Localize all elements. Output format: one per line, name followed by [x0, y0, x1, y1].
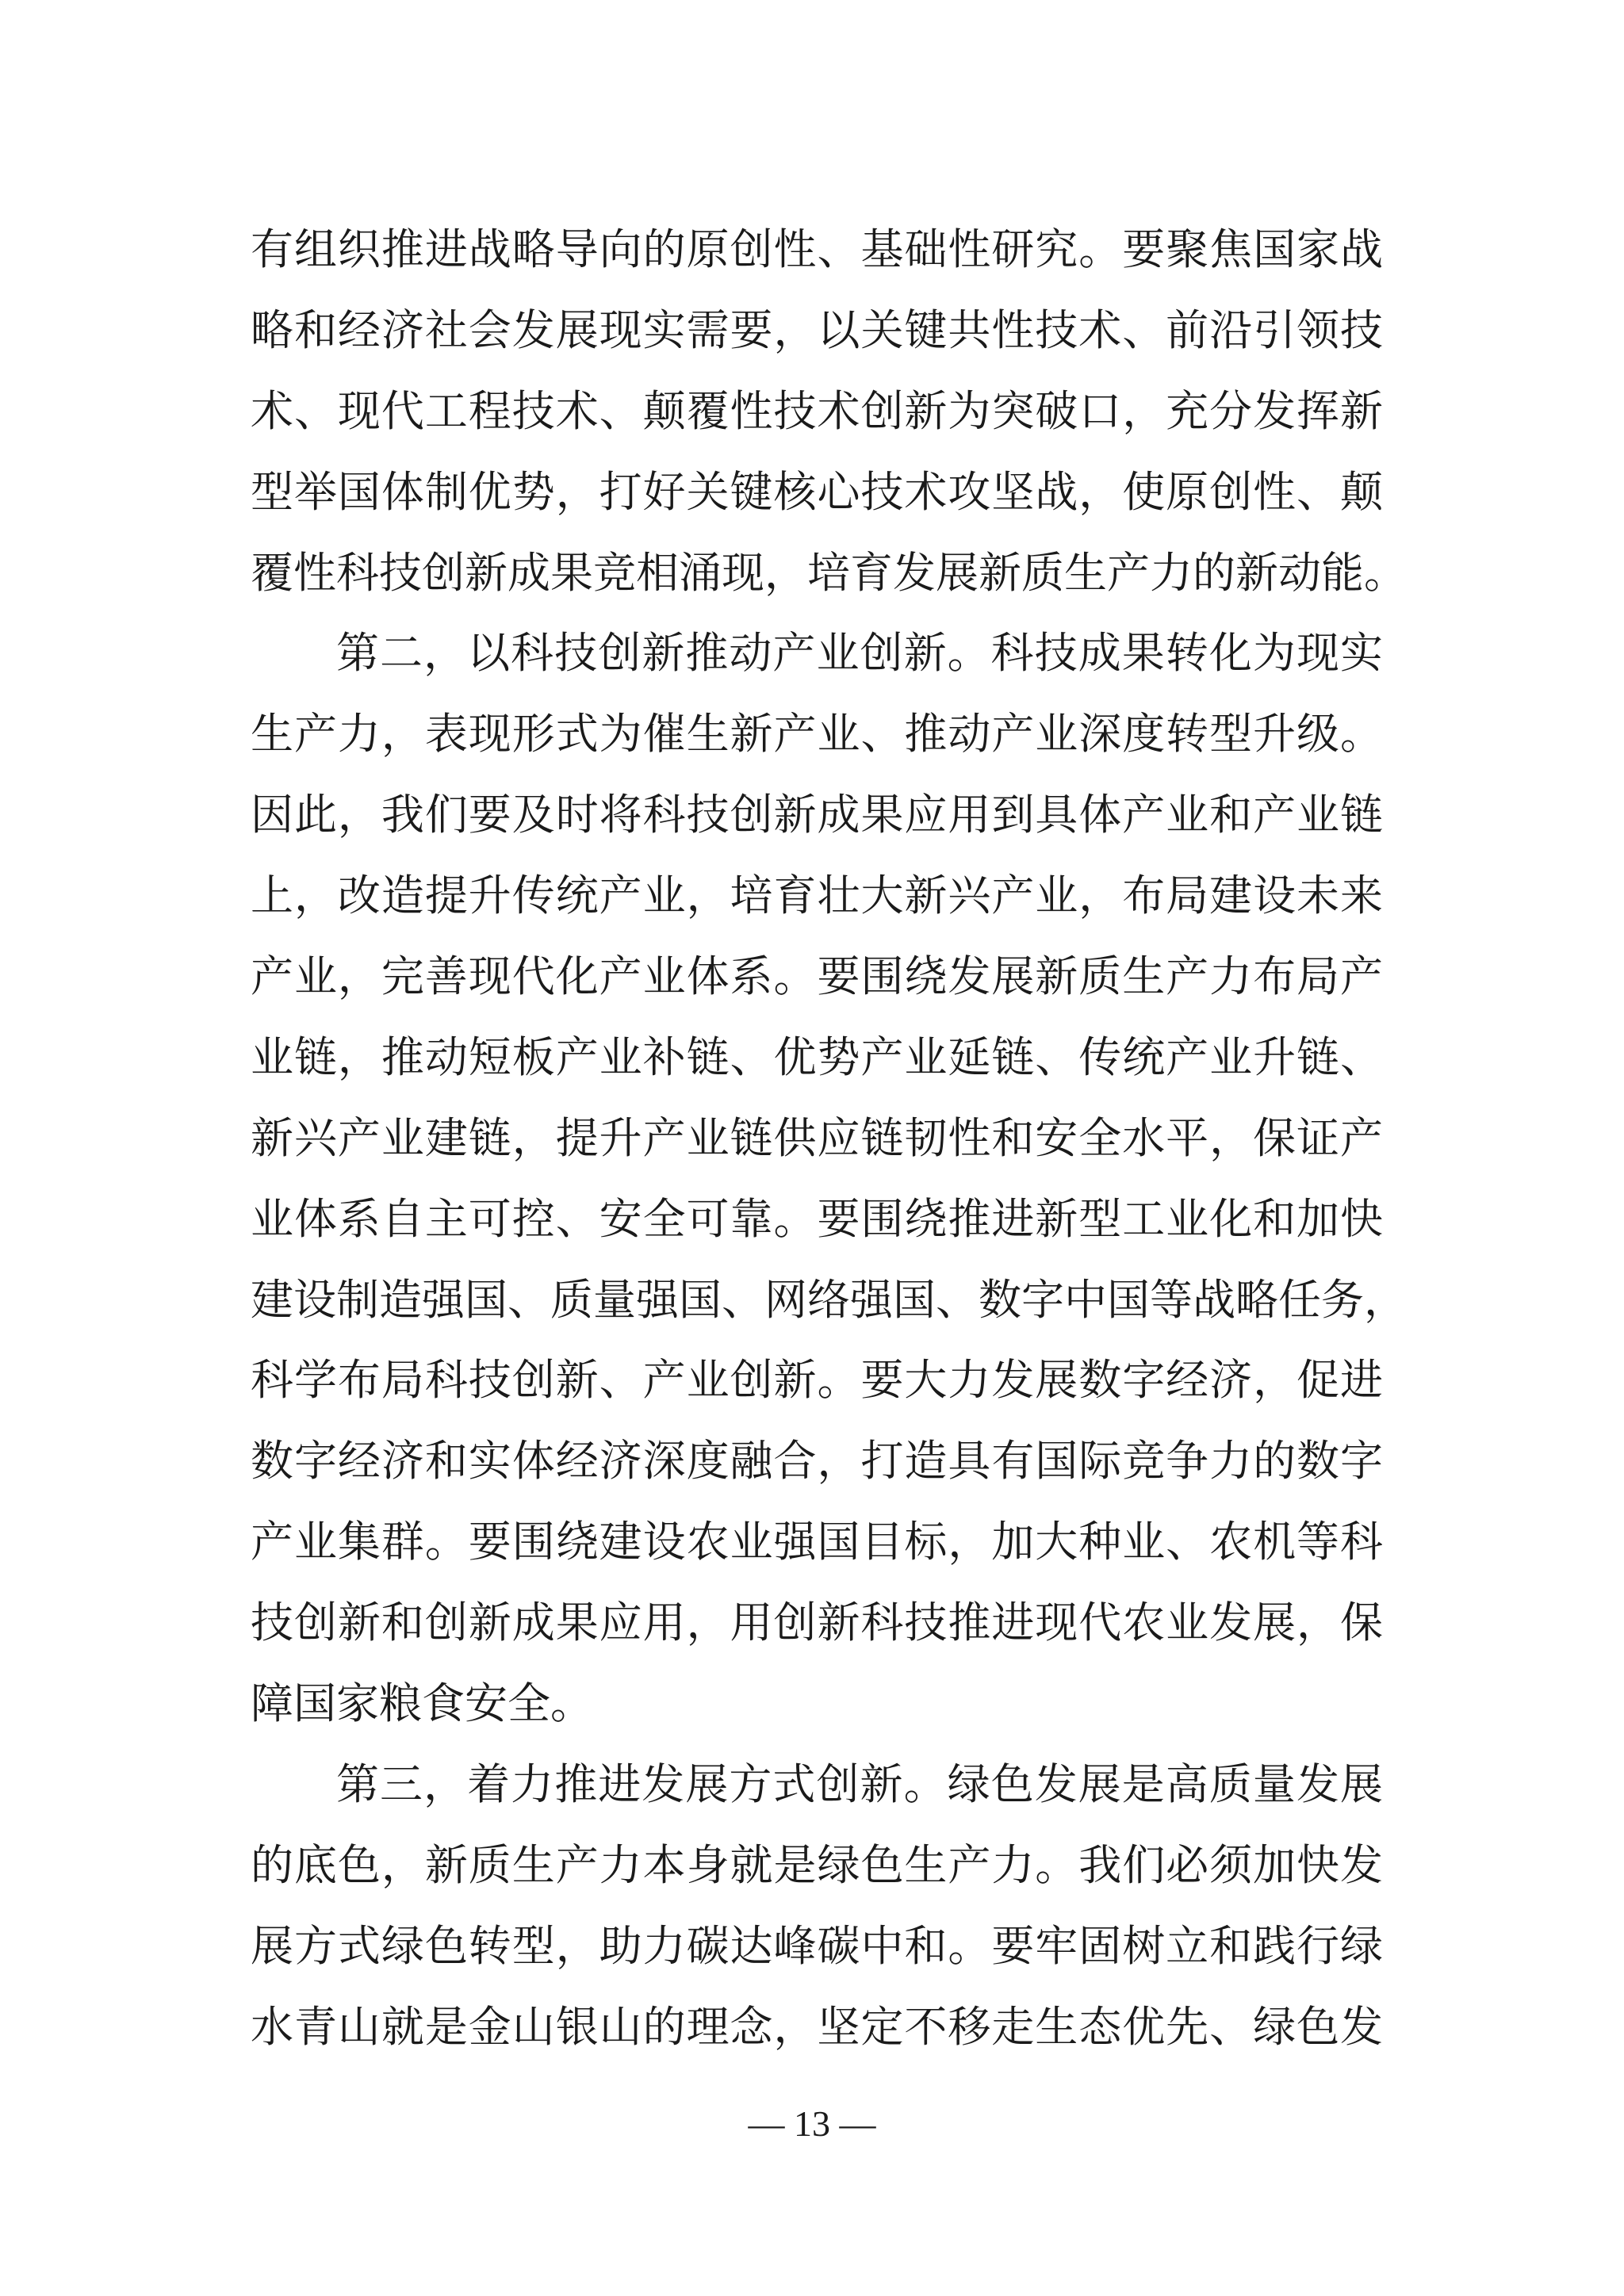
text-line: 的底色，新质生产力本身就是绿色生产力。我们必须加快发: [251, 1839, 1383, 1890]
text-line: 障国家粮食安全。: [251, 1678, 593, 1729]
text-line: 第二，以科技创新推动产业创新。科技成果转化为现实: [336, 628, 1383, 679]
text-line: 型举国体制优势，打好关键核心技术攻坚战，使原创性、颠: [251, 466, 1383, 517]
text-line: 上，改造提升传统产业，培育壮大新兴产业，布局建设未来: [251, 871, 1383, 921]
text-line: 展方式绿色转型，助力碳达峰碳中和。要牢固树立和践行绿: [251, 1920, 1383, 1971]
text-line: 业链，推动短板产业补链、优势产业延链、传统产业升链、: [251, 1031, 1383, 1082]
text-line: 略和经济社会发展现实需要，以关键共性技术、前沿引领技: [251, 304, 1383, 355]
text-line: 生产力，表现形式为催生新产业、推动产业深度转型升级。: [251, 709, 1383, 760]
text-line: 业体系自主可控、安全可靠。要围绕推进新型工业化和加快: [251, 1193, 1383, 1244]
text-line: 覆性科技创新成果竞相涌现，培育发展新质生产力的新动能。: [251, 547, 1407, 598]
text-line: 因此，我们要及时将科技创新成果应用到具体产业和产业链: [251, 790, 1383, 840]
text-line: 数字经济和实体经济深度融合，打造具有国际竞争力的数字: [251, 1436, 1383, 1487]
paragraph: [251, 1744, 1383, 2068]
text-line: 科学布局科技创新、产业创新。要大力发展数字经济，促进: [251, 1355, 1383, 1406]
text-line: 建设制造强国、质量强国、网络强国、数字中国等战略任务，: [251, 1274, 1407, 1325]
page-number: — 13 —: [748, 2103, 876, 2144]
paragraph: [251, 613, 1407, 1743]
text-line: 术、现代工程技术、颠覆性技术创新为突破口，充分发挥新: [251, 385, 1383, 436]
text-line: 技创新和创新成果应用，用创新科技推进现代农业发展，保: [251, 1598, 1383, 1648]
text-line: 第三，着力推进发展方式创新。绿色发展是高质量发展: [336, 1758, 1383, 1809]
text-line: 有组织推进战略导向的原创性、基础性研究。要聚焦国家战: [251, 224, 1383, 274]
text-line: 产业集群。要围绕建设农业强国目标，加大种业、农机等科: [251, 1517, 1383, 1567]
body-text: [251, 209, 1407, 2067]
text-line: 新兴产业建链，提升产业链供应链韧性和安全水平，保证产: [251, 1112, 1383, 1163]
paragraph: [251, 209, 1407, 613]
text-line: 产业，完善现代化产业体系。要围绕发展新质生产力布局产: [251, 951, 1383, 1002]
text-line: 水青山就是金山银山的理念，坚定不移走生态优先、绿色发: [251, 2001, 1383, 2052]
